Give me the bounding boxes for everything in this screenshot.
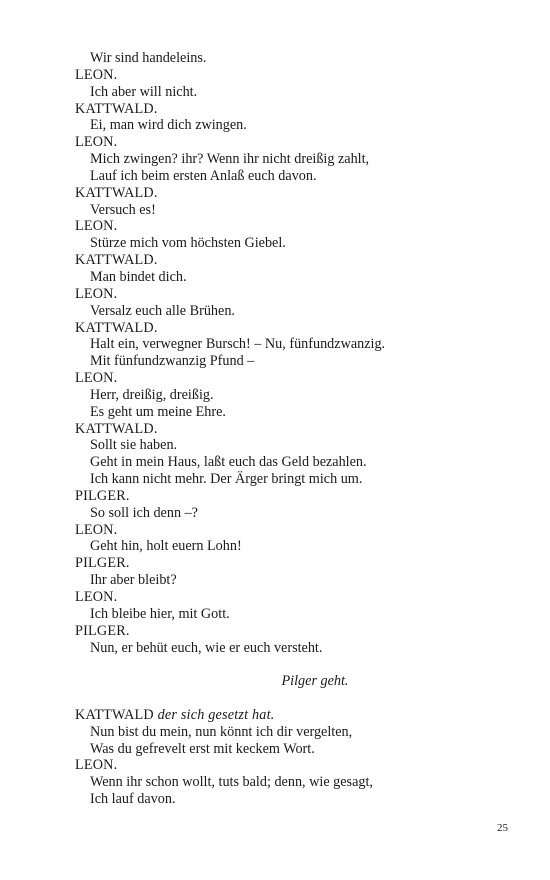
verse-line: Herr, dreißig, dreißig.	[90, 386, 214, 403]
speaker-name: LEON.	[75, 285, 118, 302]
verse-line: Ei, man wird dich zwingen.	[90, 117, 247, 134]
speaker-name: KATTWALD	[75, 706, 154, 723]
speaker-name: LEON.	[75, 521, 118, 538]
speaker-name: KATTWALD.	[75, 184, 158, 201]
verse-line: Ich aber will nicht.	[90, 83, 198, 100]
dialogue-block-2	[75, 724, 515, 808]
play-text-page	[75, 50, 515, 808]
verse-line: Versuch es!	[90, 201, 156, 218]
speaker-name: LEON.	[75, 218, 118, 235]
verse-line: Ich lauf davon.	[90, 791, 176, 808]
verse-line: Nun bist du mein, nun könnt ich dir vergelten,	[90, 723, 353, 740]
speaker-name: KATTWALD.	[75, 252, 158, 269]
verse-line: Sollt sie haben.	[90, 437, 178, 454]
verse-line: Nun, er behüt euch, wie er euch versteht.	[90, 639, 323, 656]
speaker-name: LEON.	[75, 66, 118, 83]
page-number: 25	[497, 822, 508, 834]
verse-line: Stürze mich vom höchsten Giebel.	[90, 235, 286, 252]
verse-line: Wenn ihr schon wollt, tuts bald; denn, wie gesagt,	[90, 774, 373, 791]
verse-line: Lauf ich beim ersten Anlaß euch davon.	[90, 167, 317, 184]
speaker-name: LEON.	[75, 589, 118, 605]
verse-line: Geht in mein Haus, laßt euch das Geld bezahlen.	[90, 454, 367, 471]
stage-direction: Pilger geht.	[281, 673, 349, 690]
verse-line: Wir sind handeleins.	[90, 50, 207, 66]
dialogue-block-1	[75, 50, 515, 656]
verse-line: Ich bleibe hier, mit Gott.	[90, 605, 230, 622]
verse-line: Geht hin, holt euern Lohn!	[90, 538, 242, 555]
verse-line: Was du gefrevelt erst mit keckem Wort.	[90, 740, 315, 757]
verse-line: So soll ich denn –?	[90, 504, 198, 521]
verse-line: Halt ein, verwegner Bursch! – Nu, fünfundzwanzig.	[90, 336, 386, 353]
speaker-name: PILGER.	[75, 487, 130, 504]
verse-line: Man bindet dich.	[90, 268, 187, 285]
speaker-name: PILGER.	[75, 555, 130, 572]
verse-line: Mich zwingen? ihr? Wenn ihr nicht dreißig zahlt,	[90, 151, 370, 168]
verse-line: Mit fünfundzwanzig Pfund –	[90, 353, 255, 370]
verse-line: Versalz euch alle Brühen.	[90, 302, 235, 319]
speaker-name: LEON.	[75, 370, 118, 387]
inline-stage-direction: der sich gesetzt hat.	[157, 706, 275, 723]
verse-line: Ich kann nicht mehr. Der Ärger bringt mich um.	[90, 471, 363, 488]
verse-line: Es geht um meine Ehre.	[90, 403, 226, 420]
verse-line: Ihr aber bleibt?	[90, 572, 177, 589]
speaker-name: PILGER.	[75, 622, 130, 639]
speaker-line-with-direction	[75, 707, 515, 724]
speaker-name: LEON.	[75, 757, 118, 774]
speaker-name: KATTWALD.	[75, 100, 158, 117]
speaker-name: KATTWALD.	[75, 319, 158, 336]
speaker-name: KATTWALD.	[75, 420, 158, 437]
speaker-name: LEON.	[75, 134, 118, 151]
